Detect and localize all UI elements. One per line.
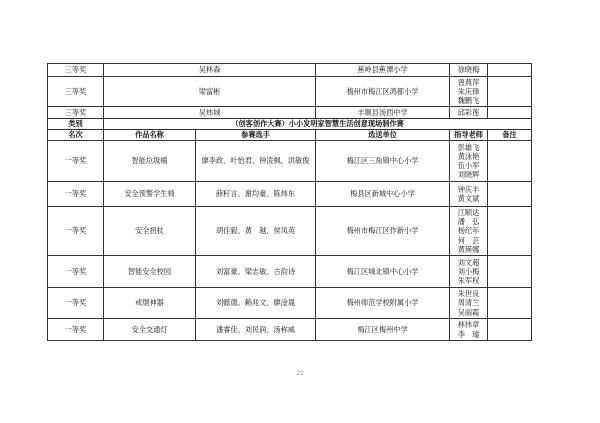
participants-cell: 梁富彬: [104, 77, 316, 107]
teachers-cell: [450, 288, 488, 319]
school-cell: 梅州市梅江区作新小学: [316, 207, 450, 256]
header-notes: 备注: [488, 130, 532, 141]
teacher-name: 周清兰: [457, 298, 480, 308]
header-rank: 名次: [48, 130, 104, 141]
award-cell: 一等奖: [48, 207, 104, 256]
teacher-name: 彭雄飞: [457, 142, 480, 152]
award-cell: 一等奖: [48, 319, 104, 341]
participants-cell: 廖李政、叶怡君、钟凌枫、洪敏俊: [196, 141, 316, 182]
teachers-cell: [450, 141, 488, 182]
header-participants: 参赛选手: [196, 130, 316, 141]
table-row: [48, 319, 532, 341]
teacher-name: 潘 弘: [457, 217, 480, 227]
teacher-name: 朱军权: [457, 276, 480, 286]
teacher-name: 钟庆丰: [457, 184, 480, 194]
teacher-name: 徐晓梅: [457, 65, 480, 75]
award-cell: 三等奖: [48, 107, 104, 119]
notes-cell: [488, 256, 532, 288]
notes-cell: [488, 141, 532, 182]
header-teachers: 指导老师: [450, 130, 488, 141]
notes-cell: [488, 77, 532, 107]
work-cell: 安全拐杖: [104, 207, 196, 256]
teacher-name: 魏鹏飞: [457, 96, 480, 106]
teachers-cell: [450, 207, 488, 256]
award-cell: 三等奖: [48, 77, 104, 107]
teachers-cell: [450, 77, 488, 107]
award-cell: 三等奖: [48, 64, 104, 77]
work-cell: 智能安全校园: [104, 256, 196, 288]
teacher-name: 邱彩莲: [457, 107, 480, 117]
table-row: [48, 288, 532, 319]
table-row: [48, 256, 532, 288]
teacher-name: 黄文斌: [457, 194, 480, 203]
participants-cell: 刘懿德、赖兆文、廖淦晟: [196, 288, 316, 319]
page-number: 22: [296, 370, 304, 377]
award-cell: 一等奖: [48, 288, 104, 319]
notes-cell: [488, 288, 532, 319]
work-cell: 智能垃圾桶: [104, 141, 196, 182]
participants-cell: 胡佳毅、黄 越、侯凤英: [196, 207, 316, 256]
section-title: （创客创作大赛）小小发明家智慧生活创意现场制作赛: [104, 119, 532, 130]
work-cell: 安全预警学生椅: [104, 182, 196, 207]
participants-cell: 吴林森: [104, 64, 316, 77]
table-row: [48, 182, 532, 207]
teachers-cell: [450, 319, 488, 341]
table-row: [48, 141, 532, 182]
award-cell: 一等奖: [48, 256, 104, 288]
category-label: 类别: [48, 119, 104, 130]
section-title-row: [48, 119, 532, 130]
school-cell: 梅江区三角镇中心小学: [316, 141, 450, 182]
teacher-name: 曾燕萍: [457, 77, 480, 87]
header-work: 作品名称: [104, 130, 196, 141]
teacher-name: 江顺达: [457, 207, 480, 217]
work-cell: 戒烟神器: [104, 288, 196, 319]
teacher-name: 杨纪年: [457, 226, 480, 236]
award-cell: 一等奖: [48, 141, 104, 182]
notes-cell: [488, 107, 532, 119]
teacher-name: 刘小梅: [457, 266, 480, 276]
school-cell: 梅州师范学校附属小学: [316, 288, 450, 319]
teacher-name: 林伟章: [457, 320, 480, 330]
teacher-name: 何 芸: [457, 235, 480, 245]
notes-cell: [488, 64, 532, 77]
teacher-name: 刘文超: [457, 257, 480, 267]
teacher-name: 吴丽霞: [457, 307, 480, 317]
table-row: [48, 207, 532, 256]
school-cell: 梅江区梅州中学: [316, 319, 450, 341]
teachers-cell: [450, 107, 488, 119]
teachers-cell: [450, 256, 488, 288]
school-cell: 蕉岭县蕉潭小学: [316, 64, 450, 77]
teachers-cell: [450, 64, 488, 77]
participants-cell: 潘睿佳、刘民润、汤称威: [196, 319, 316, 341]
table-row: [48, 107, 532, 119]
table-row: [48, 77, 532, 107]
participants-cell: 刘富豪、梁志敏、古韵诗: [196, 256, 316, 288]
teacher-name: 伍小军: [457, 161, 480, 170]
teacher-name: 刘晓辉: [457, 170, 480, 180]
school-cell: 梅江区城北镇中心小学: [316, 256, 450, 288]
header-school: 选送单位: [316, 130, 450, 141]
school-cell: 梅县区新城中心小学: [316, 182, 450, 207]
teacher-name: 李 瑜: [457, 329, 480, 339]
header-row: [48, 130, 532, 141]
notes-cell: [488, 319, 532, 341]
school-cell: 丰顺县汤西中学: [316, 107, 450, 119]
award-table: [47, 63, 532, 341]
participants-cell: 薛籽言、谢均豪、陈炜东: [196, 182, 316, 207]
notes-cell: [488, 207, 532, 256]
school-cell: 梅州市梅江区鸿都小学: [316, 77, 450, 107]
notes-cell: [488, 182, 532, 207]
table-row: [48, 64, 532, 77]
teacher-name: 黄瑛娜: [457, 244, 480, 254]
award-cell: 一等奖: [48, 182, 104, 207]
teacher-name: 朱庆锋: [457, 86, 480, 96]
teacher-name: 黄泳艳: [457, 151, 480, 161]
teachers-cell: [450, 182, 488, 207]
participants-cell: 吴炜城: [104, 107, 316, 119]
teacher-name: 朱世良: [457, 289, 480, 299]
work-cell: 安全交通灯: [104, 319, 196, 341]
